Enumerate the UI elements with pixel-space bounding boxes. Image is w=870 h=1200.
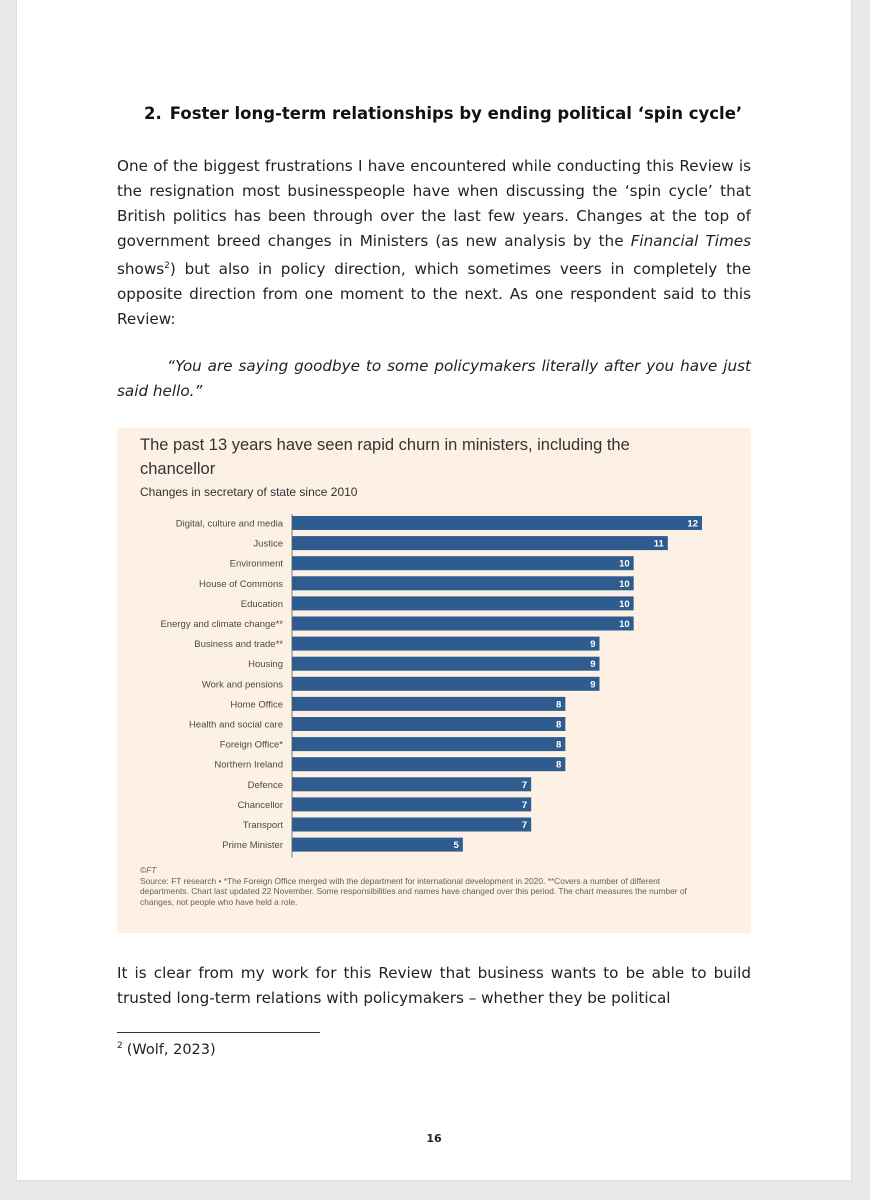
paragraph-text-end: ) but also in policy direction, which sometimes veers in completely the opposite direction from one moment to the next. As one respondent said to this Review: xyxy=(117,260,751,329)
bar xyxy=(292,596,634,610)
bar-value-label: 11 xyxy=(653,538,664,550)
bar xyxy=(292,556,634,570)
category-label: Energy and climate change** xyxy=(160,619,283,630)
category-label: Prime Minister xyxy=(222,840,283,852)
category-label: Education xyxy=(240,598,283,610)
respondent-quote: “You are saying goodbye to some policymakers literally after you have just said hello.” xyxy=(117,357,751,400)
bar-chart-plot xyxy=(117,508,751,858)
bar xyxy=(292,657,600,671)
category-label: Northern Ireland xyxy=(214,759,283,771)
footnote-text: (Wolf, 2023) xyxy=(126,1041,216,1058)
bar-value-label: 7 xyxy=(521,820,528,831)
chart-credit: ©FT xyxy=(140,865,157,875)
category-label: Work and pensions xyxy=(201,679,283,691)
bar xyxy=(292,637,600,651)
bar xyxy=(292,797,531,811)
bar xyxy=(292,818,531,832)
bar-value-label: 8 xyxy=(556,759,562,771)
bar-value-label: 9 xyxy=(590,639,596,651)
category-label: Digital, culture and media xyxy=(175,518,283,530)
chart-subtitle: Changes in secretary of state since 2010 xyxy=(140,485,358,499)
footnote xyxy=(117,1041,216,1058)
category-label: Environment xyxy=(229,558,283,570)
paragraph-text-middle: shows xyxy=(117,260,165,279)
bar-value-label: 12 xyxy=(687,518,698,530)
chart-source-note: Source: FT research • *The Foreign Office merged with the department for international development in 2020. **Covers a number of different departments. Chart last updated 22 November. Some responsibilities and names have changed over this period. The chart measures the number of changes, not people who have held a role. xyxy=(140,875,687,907)
bar xyxy=(292,838,463,852)
bar-value-label: 8 xyxy=(556,739,562,751)
bar-value-label: 5 xyxy=(453,840,459,852)
bar xyxy=(292,576,634,590)
bar xyxy=(292,677,600,691)
bar-value-label: 9 xyxy=(590,679,596,691)
body-paragraph-1 xyxy=(117,154,751,332)
bar xyxy=(292,777,531,791)
section-heading xyxy=(144,104,742,123)
category-label: House of Commons xyxy=(199,578,283,590)
bar-value-label: 8 xyxy=(556,699,562,711)
footnote-marker: 2 xyxy=(117,1041,123,1051)
bar xyxy=(292,697,565,711)
category-label: Chancellor xyxy=(237,799,283,811)
bar-value-label: 10 xyxy=(619,578,630,590)
section-number: 2. xyxy=(144,104,162,123)
bar-value-label: 7 xyxy=(521,779,528,791)
bar xyxy=(292,617,634,631)
ministerial-churn-chart xyxy=(117,428,751,933)
paragraph-text-start: One of the biggest frustrations I have encountered while conducting this Review is the resignation most businesspeople have when discussing the ‘spin cycle’ that British politics has been through over the last few years. Changes at the top of government breed changes in Ministers (as new analysis by the xyxy=(117,157,751,250)
page-number: 16 xyxy=(426,1132,442,1145)
bar-value-label: 7 xyxy=(521,799,528,811)
bar xyxy=(292,516,702,530)
footnote-divider xyxy=(117,1032,320,1033)
category-label: Transport xyxy=(242,820,283,831)
category-label: Housing xyxy=(248,659,283,671)
category-label: Home Office xyxy=(230,699,283,711)
chart-title: The past 13 years have seen rapid churn in ministers, including the chancellor xyxy=(140,436,630,478)
bar xyxy=(292,737,565,751)
category-label: Health and social care xyxy=(189,719,283,731)
footnote-reference[interactable]: 2 xyxy=(164,261,170,271)
publication-name: Financial Times xyxy=(630,232,751,250)
bar-value-label: 10 xyxy=(619,619,630,630)
category-label: Defence xyxy=(247,779,283,791)
chart-footer xyxy=(140,865,700,907)
document-page xyxy=(17,0,851,1180)
category-label: Business and trade** xyxy=(194,639,283,651)
bar-value-label: 9 xyxy=(590,659,596,671)
bar-value-label: 8 xyxy=(556,719,562,731)
bar xyxy=(292,536,668,550)
section-title: Foster long-term relationships by ending political ‘spin cycle’ xyxy=(169,104,743,123)
body-paragraph-2: It is clear from my work for this Review that business wants to be able to build trusted long-term relations with policymakers – whether they be political xyxy=(117,964,751,1007)
bar-value-label: 10 xyxy=(619,558,630,570)
bar xyxy=(292,757,565,771)
bar-value-label: 10 xyxy=(619,598,630,610)
category-label: Foreign Office* xyxy=(219,739,283,751)
category-label: Justice xyxy=(253,538,283,550)
bar xyxy=(292,717,565,731)
